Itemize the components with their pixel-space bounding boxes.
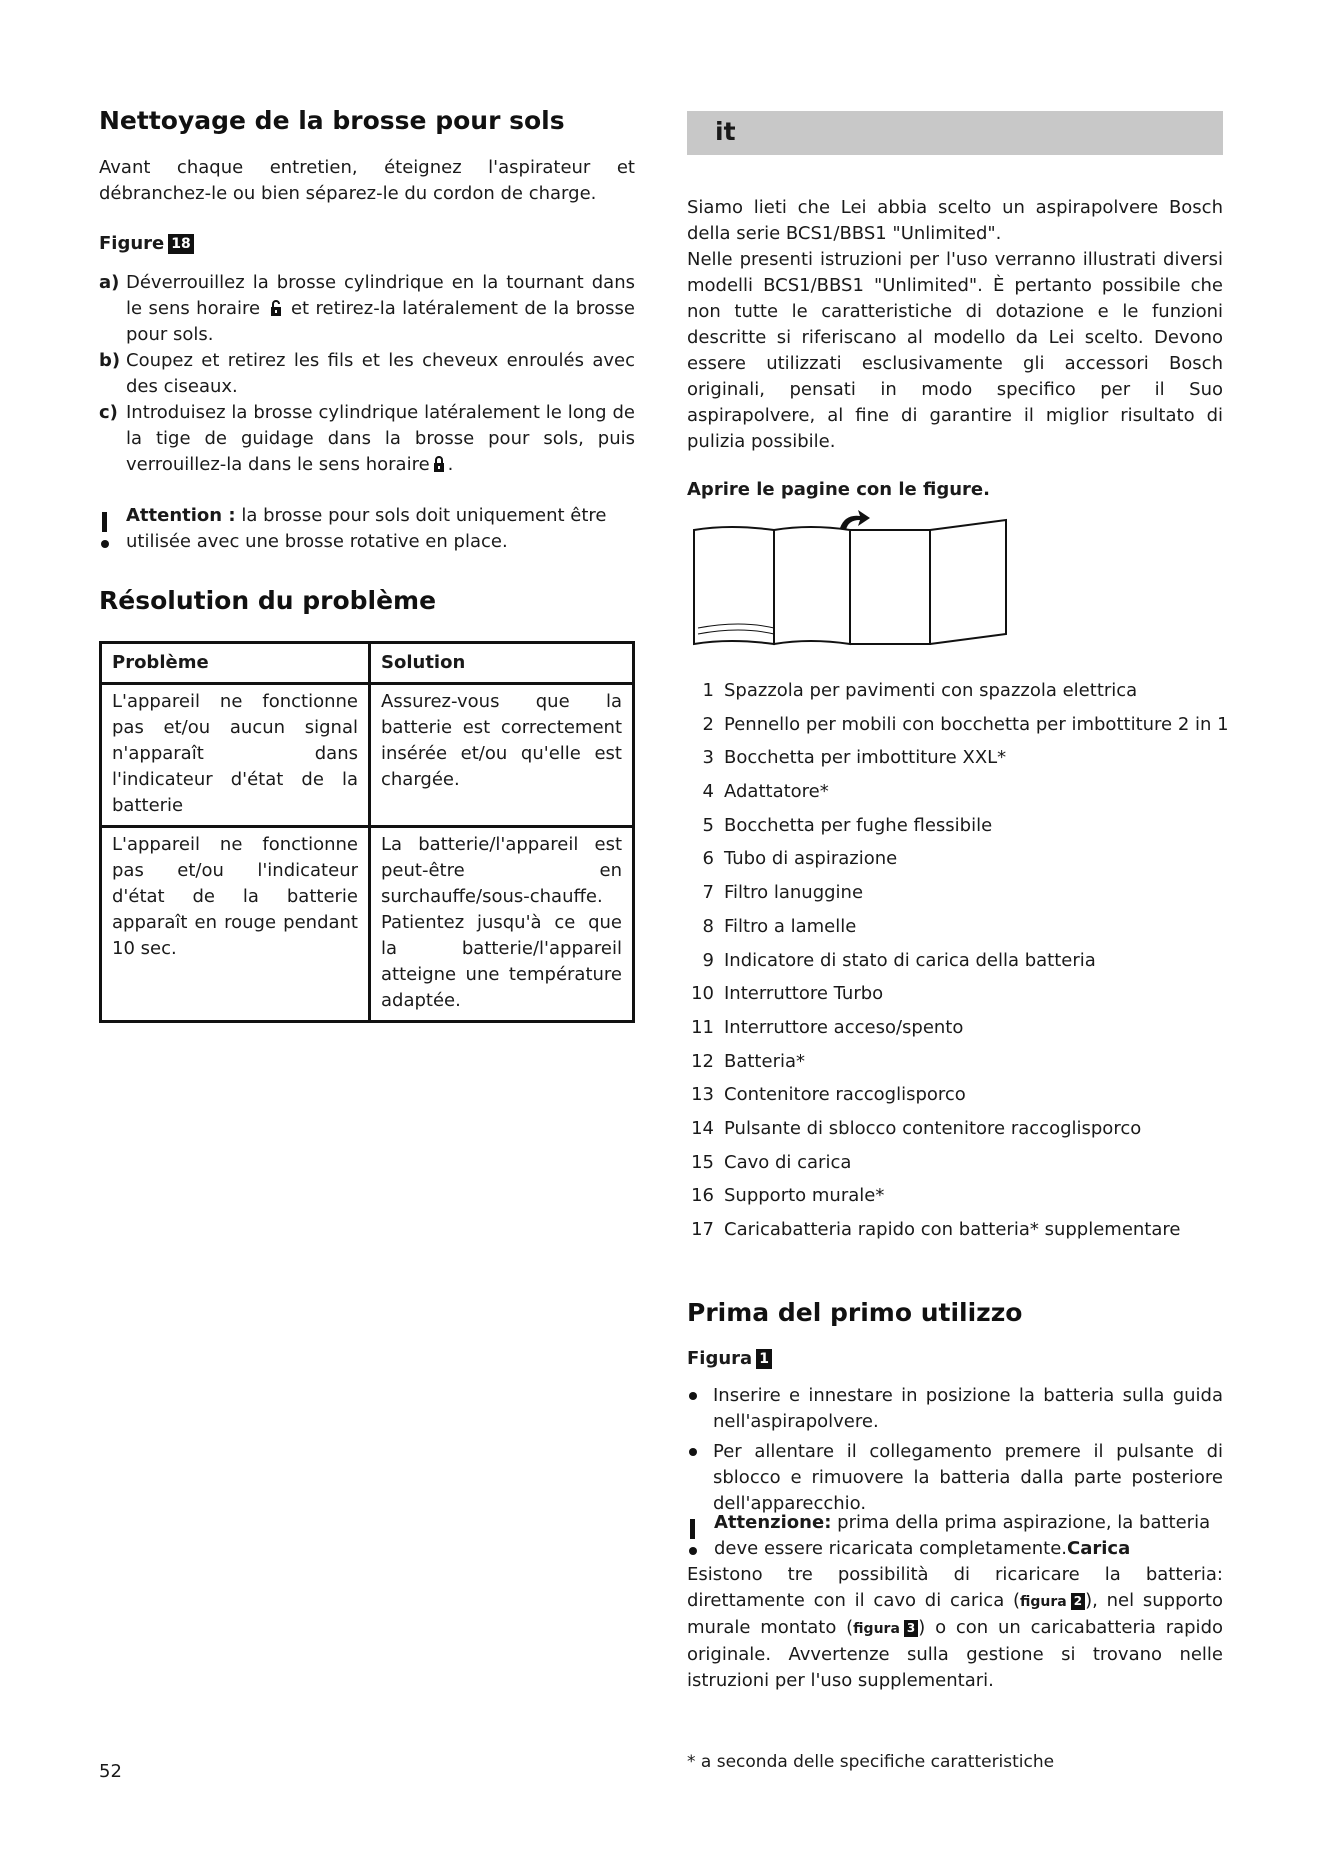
- attenzione-label: Attenzione:: [714, 1512, 832, 1533]
- figura-small-label: figura: [1020, 1594, 1067, 1610]
- unlock-icon: [270, 299, 282, 317]
- list-item: 3 Bocchetta per imbottiture XXL*: [702, 747, 1007, 769]
- section-title-first-use: Prima del primo utilizzo: [687, 1298, 1023, 1327]
- table-header-row: [101, 643, 634, 684]
- troubleshooting-table: [99, 641, 635, 1023]
- first-use-bullets: [687, 1383, 1223, 1517]
- step-text: Introduisez la brosse cylindrique latéralement le long de la tige de guidage dans la brosse pour sols, puis verrouillez-la dans le sens horaire: [126, 402, 635, 475]
- warning-icon: [687, 1510, 699, 1562]
- step-text: Coupez et retirez les fils et les cheveux enroulés avec des ciseaux.: [126, 350, 635, 397]
- list-item: 5 Bocchetta per fughe flessibile: [702, 814, 993, 836]
- footnote: * a seconda delle specifiche caratteristiche: [687, 1752, 1055, 1772]
- figure-reference: [99, 233, 194, 254]
- attenzione-text: prima della prima aspirazione, la batteria deve essere ricaricata completamente.: [714, 1512, 1211, 1559]
- warning-icon: [99, 503, 111, 555]
- section-title-cleaning: Nettoyage de la brosse pour sols: [99, 106, 565, 135]
- attention-label: Attention :: [126, 505, 236, 526]
- list-item: 12 Batteria*: [691, 1050, 805, 1072]
- cleaning-steps: [99, 270, 635, 478]
- list-item: 6 Tubo di aspirazione: [702, 848, 898, 870]
- list-item: 8 Filtro a lamelle: [702, 915, 857, 937]
- figure-label: Figure: [99, 233, 165, 254]
- intro-paragraph: Siamo lieti che Lei abbia scelto un aspirapolvere Bosch della serie BCS1/BBS1 "Unlimited". Nelle presenti istruzioni per l'uso verranno illustrati diversi modelli BCS1/BBS1 "Unlimited". È pertanto possibile che non tutte le caratteristiche di dotazione e le funzioni descritte si riferiscano al modello da Lei scelto. Devono essere utilizzati esclusivamente gli accessori Bosch originali, pensati in modo specifico per il Suo aspirapolvere, al fine di garantire il miglior risultato di pulizia possibile.: [687, 197, 1223, 452]
- list-item: 7 Filtro lanuggine: [702, 882, 864, 904]
- carica-label: Carica: [1067, 1538, 1131, 1559]
- step-key: b): [99, 350, 121, 371]
- table-cell: La batterie/l'appareil est peut-être en surchauffe/sous-chauffe. Patientez jusqu'à ce que la batterie/l'appareil atteigne une température adaptée.: [370, 827, 634, 1022]
- table-cell: L'appareil ne fonctionne pas et/ou aucun signal n'apparaît dans l'indicateur d'état de la batterie: [101, 684, 370, 827]
- table-cell: Assurez-vous que la batterie est correctement insérée et/ou qu'elle est chargée.: [370, 684, 634, 827]
- attention-note: [99, 503, 635, 555]
- list-item: 1 Spazzola per pavimenti con spazzola elettrica: [702, 680, 1138, 701]
- list-item: 4 Adattatore*: [702, 781, 829, 803]
- carica-text: ), nel supporto murale montato (: [687, 1590, 1223, 1638]
- language-code: it: [715, 117, 736, 146]
- list-item: 17 Caricabatteria rapido con batteria* supplementare: [691, 1219, 1181, 1240]
- list-item: Inserire e innestare in posizione la batteria sulla guida nell'aspirapolvere.: [687, 1383, 1223, 1435]
- figure-number-badge: 18: [168, 234, 193, 254]
- carica-text: Esistono tre possibilità di ricaricare la batteria: direttamente con il cavo di carica (: [687, 1564, 1223, 1611]
- list-item: 11 Interruttore acceso/spento: [691, 1016, 964, 1038]
- column-header-problem: Problème: [101, 643, 370, 684]
- figura-reference: [687, 1348, 772, 1369]
- list-item: 16 Supporto murale*: [691, 1185, 885, 1207]
- table-row: [101, 827, 634, 1022]
- carica-paragraph: [687, 1562, 1223, 1694]
- list-item: 10 Interruttore Turbo: [691, 983, 884, 1005]
- list-item: 9 Indicatore di stato di carica della batteria: [702, 949, 1096, 971]
- page-number: 52: [99, 1761, 122, 1782]
- list-item: Per allentare il collegamento premere il pulsante di sblocco e rimuovere la batteria dalla parte posteriore dell'apparecchio.: [687, 1439, 1223, 1517]
- step-c: [99, 400, 635, 478]
- lock-icon: [433, 455, 445, 473]
- list-item: 2 Pennello per mobili con bocchetta per imbottiture 2 in 1: [702, 713, 1229, 735]
- step-key: a): [99, 272, 120, 293]
- attention-text: la brosse pour sols doit uniquement être utilisée avec une brosse rotative en place.: [126, 505, 607, 552]
- step-b: [99, 348, 635, 400]
- column-header-solution: Solution: [370, 643, 634, 684]
- figura-number-badge: 1: [756, 1349, 772, 1369]
- figura-2-badge: 2: [1071, 1593, 1085, 1610]
- step-a: [99, 270, 635, 348]
- table-cell: L'appareil ne fonctionne pas et/ou l'indicateur d'état de la batterie apparaît en rouge pendant 10 sec.: [101, 827, 370, 1022]
- step-text: et retirez-la latéralement de la brosse pour sols.: [126, 298, 635, 345]
- cleaning-intro: Avant chaque entretien, éteignez l'aspirateur et débranchez-le ou bien séparez-le du cordon de charge.: [99, 157, 635, 204]
- parts-list: [690, 678, 1230, 1251]
- step-key: c): [99, 402, 118, 423]
- attenzione-note: [687, 1510, 1223, 1562]
- section-title-troubleshooting: Résolution du problème: [99, 586, 437, 615]
- language-header-bar: [687, 111, 1223, 155]
- step-text: .: [447, 454, 454, 475]
- list-item: 15 Cavo di carica: [691, 1151, 852, 1173]
- open-pages-illustration: [690, 510, 1026, 650]
- figura-label: Figura: [687, 1348, 753, 1369]
- list-item: 13 Contenitore raccoglisporco: [691, 1084, 966, 1106]
- carica-text: ) o con un caricabatteria rapido originale. Avvertenze sulla gestione si trovano nelle istruzioni per l'uso supplementari.: [687, 1617, 1224, 1691]
- open-pages-heading: Aprire le pagine con le figure.: [687, 479, 990, 500]
- step-text: Déverrouillez la brosse cylindrique en la tournant dans le sens horaire: [126, 272, 635, 319]
- figura-small-label: figura: [853, 1621, 900, 1637]
- figura-3-badge: 3: [904, 1620, 918, 1637]
- list-item: 14 Pulsante di sblocco contenitore raccoglisporco: [691, 1117, 1142, 1139]
- table-row: [101, 684, 634, 827]
